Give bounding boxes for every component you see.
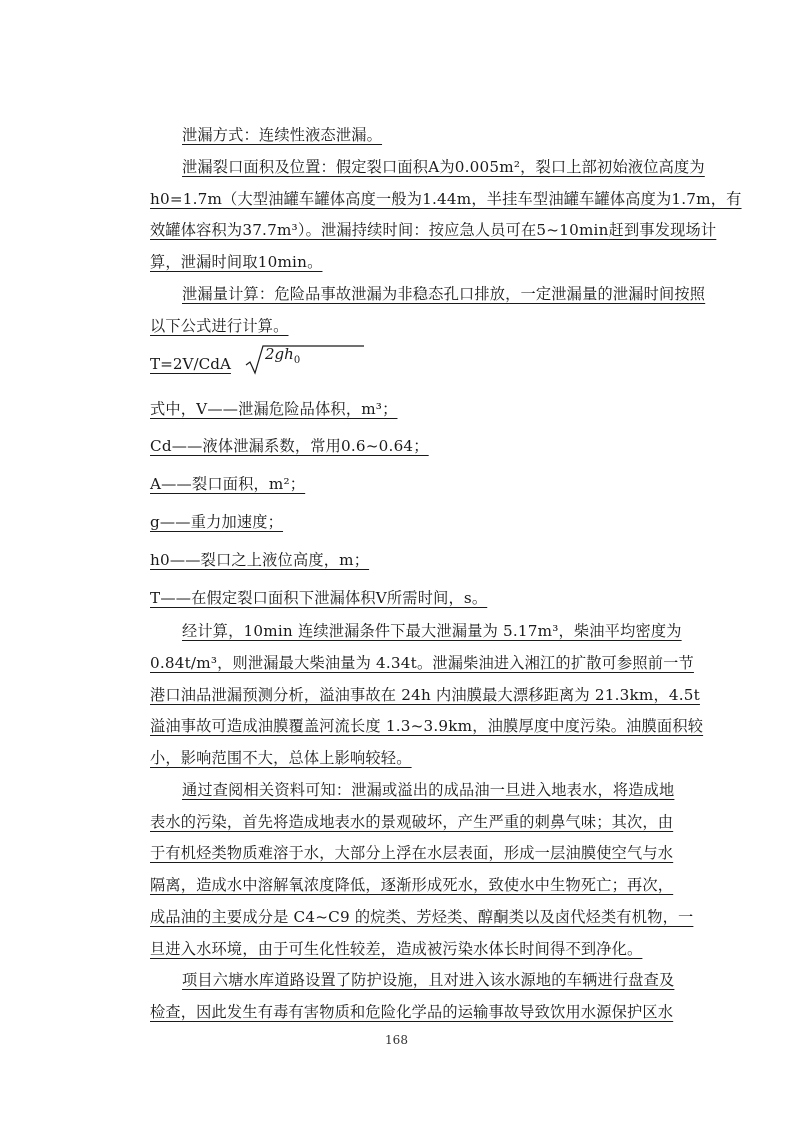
text-line: 小，影响范围不大，总体上影响较轻。 xyxy=(150,749,412,767)
text-line: 溢油事故可造成油膜覆盖河流长度 1.3~3.9km，油膜厚度中度污染。油膜面积较 xyxy=(150,717,704,735)
text-line: 以下公式进行计算。 xyxy=(150,317,289,335)
leak-time-formula xyxy=(150,343,450,383)
text-line: 成品油的主要成分是 C4~C9 的烷类、芳烃类、醇酮类以及卤代烃类有机物，一 xyxy=(150,908,694,926)
definition-item: g——重力加速度； xyxy=(150,513,284,531)
text-line: 泄漏裂口面积及位置：假定裂口面积A为0.005m²，裂口上部初始液位高度为 xyxy=(182,158,705,176)
definition-item: Cd——液体泄漏系数，常用0.6~0.64； xyxy=(150,437,429,455)
definition-item: h0——裂口之上液位高度，m； xyxy=(150,551,370,569)
square-root-icon xyxy=(246,343,366,377)
text-line: 检查，因此发生有毒有害物质和危险化学品的运输事故导致饮用水源保护区水 xyxy=(150,1003,674,1021)
text-line: 表水的污染，首先将造成地表水的景观破坏，产生严重的刺鼻气味；其次，由 xyxy=(150,813,674,831)
definition-item: 式中，V——泄漏危险品体积，m³； xyxy=(150,400,398,418)
text-line: 旦进入水环境，由于可生化性较差，造成被污染水体长时间得不到净化。 xyxy=(150,940,643,958)
definition-item: T——在假定裂口面积下泄漏体积V所需时间，s。 xyxy=(150,589,488,607)
definition-item: A——裂口面积，m²； xyxy=(150,475,306,493)
text-line: 于有机烃类物质难溶于水，大部分上浮在水层表面，形成一层油膜使空气与水 xyxy=(150,844,674,862)
text-line: 经计算，10min 连续泄漏条件下最大泄漏量为 5.17m³，柴油平均密度为 xyxy=(182,622,682,640)
text-line: 0.84t/m³，则泄漏最大柴油量为 4.34t。泄漏柴油进入湘江的扩散可参照前一节 xyxy=(150,654,694,672)
page-number: 168 xyxy=(385,1033,408,1047)
text-line: 项目六塘水库道路设置了防护设施，且对进入该水源地的车辆进行盘查及 xyxy=(182,971,675,989)
text-line: 港口油品泄漏预测分析，溢油事故在 24h 内油膜最大漂移距离为 21.3km，4.5t xyxy=(150,686,700,704)
formula-prefix: T=2V/CdA xyxy=(150,355,231,373)
text-line: 通过查阅相关资料可知：泄漏或溢出的成品油一旦进入地表水，将造成地 xyxy=(182,781,675,799)
text-line: 泄漏量计算：危险品事故泄漏为非稳态孔口排放，一定泄漏量的泄漏时间按照 xyxy=(182,285,706,303)
text-line: 隔离，造成水中溶解氧浓度降低，逐渐形成死水，致使水中生物死亡；再次， xyxy=(150,876,674,894)
formula-radicand: $2gh_0$ xyxy=(265,345,301,366)
text-line: 泄漏方式：连续性液态泄漏。 xyxy=(182,126,383,144)
text-line: 效罐体容积为37.7m³）。泄漏持续时间：按应急人员可在5~10min赶到事发现场计 xyxy=(150,221,717,239)
text-line: h0=1.7m（大型油罐车罐体高度一般为1.44m，半挂车型油罐车罐体高度为1.7m，有 xyxy=(150,190,742,208)
text-line: 算，泄漏时间取10min。 xyxy=(150,253,323,271)
